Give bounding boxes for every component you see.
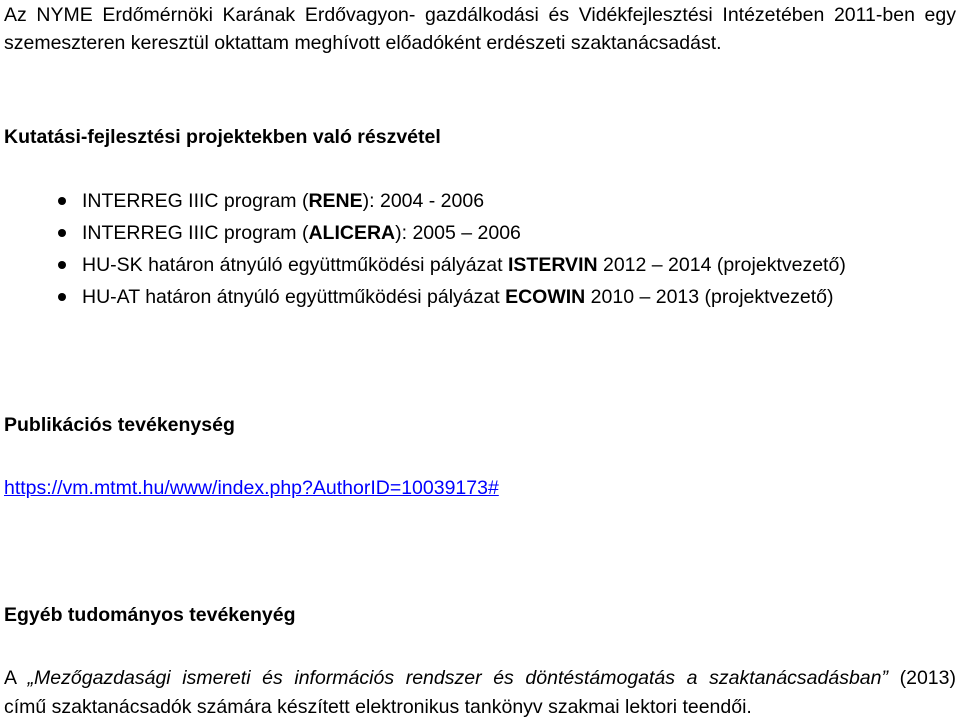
publications-heading: Publikációs tevékenység <box>4 414 235 436</box>
textbook-title: „Mezőgazdasági ismereti és információs rendszer és döntéstámogatás a szaktanácsadásban” <box>27 667 888 689</box>
mtmt-link[interactable]: https://vm.mtmt.hu/www/index.php?AuthorID=10039173# <box>4 477 499 499</box>
project-name: RENE <box>308 190 363 212</box>
intro-line-1: Az NYME Erdőmérnöki Karának Erdővagyon- gazdálkodási és Vidékfejlesztési Intézetében 2011-ben egy <box>4 4 956 26</box>
project-text: HU-SK határon átnyúló együttműködési pályázat ISTERVIN 2012 – 2014 (projektvezető) <box>82 254 846 276</box>
bullet-icon <box>58 229 66 237</box>
other-activity-line-2: című szaktanácsadók számára készített elektronikus tankönyv szakmai lektori teendői. <box>4 696 752 718</box>
bullet-icon <box>58 197 66 205</box>
project-text: HU-AT határon átnyúló együttműködési pályázat ECOWIN 2010 – 2013 (projektvezető) <box>82 286 834 308</box>
project-name: ISTERVIN <box>507 254 598 276</box>
bullet-icon <box>58 293 66 301</box>
project-text: INTERREG IIIC program (ALICERA): 2005 – 2006 <box>82 222 521 244</box>
other-activity-heading: Egyéb tudományos tevékenyég <box>4 604 296 626</box>
research-heading: Kutatási-fejlesztési projektekben való részvétel <box>4 126 441 148</box>
project-name: ECOWIN <box>505 286 586 308</box>
project-text: INTERREG IIIC program (RENE): 2004 - 2006 <box>82 190 485 212</box>
bullet-icon <box>58 261 66 269</box>
other-activity-line-1: A „Mezőgazdasági ismereti és információs rendszer és döntéstámogatás a szaktanácsadásban” (2013) <box>4 667 956 689</box>
project-name: ALICERA <box>308 222 396 244</box>
intro-line-2: szemeszteren keresztül oktattam meghívott előadóként erdészeti szaktanácsadást. <box>4 32 722 54</box>
